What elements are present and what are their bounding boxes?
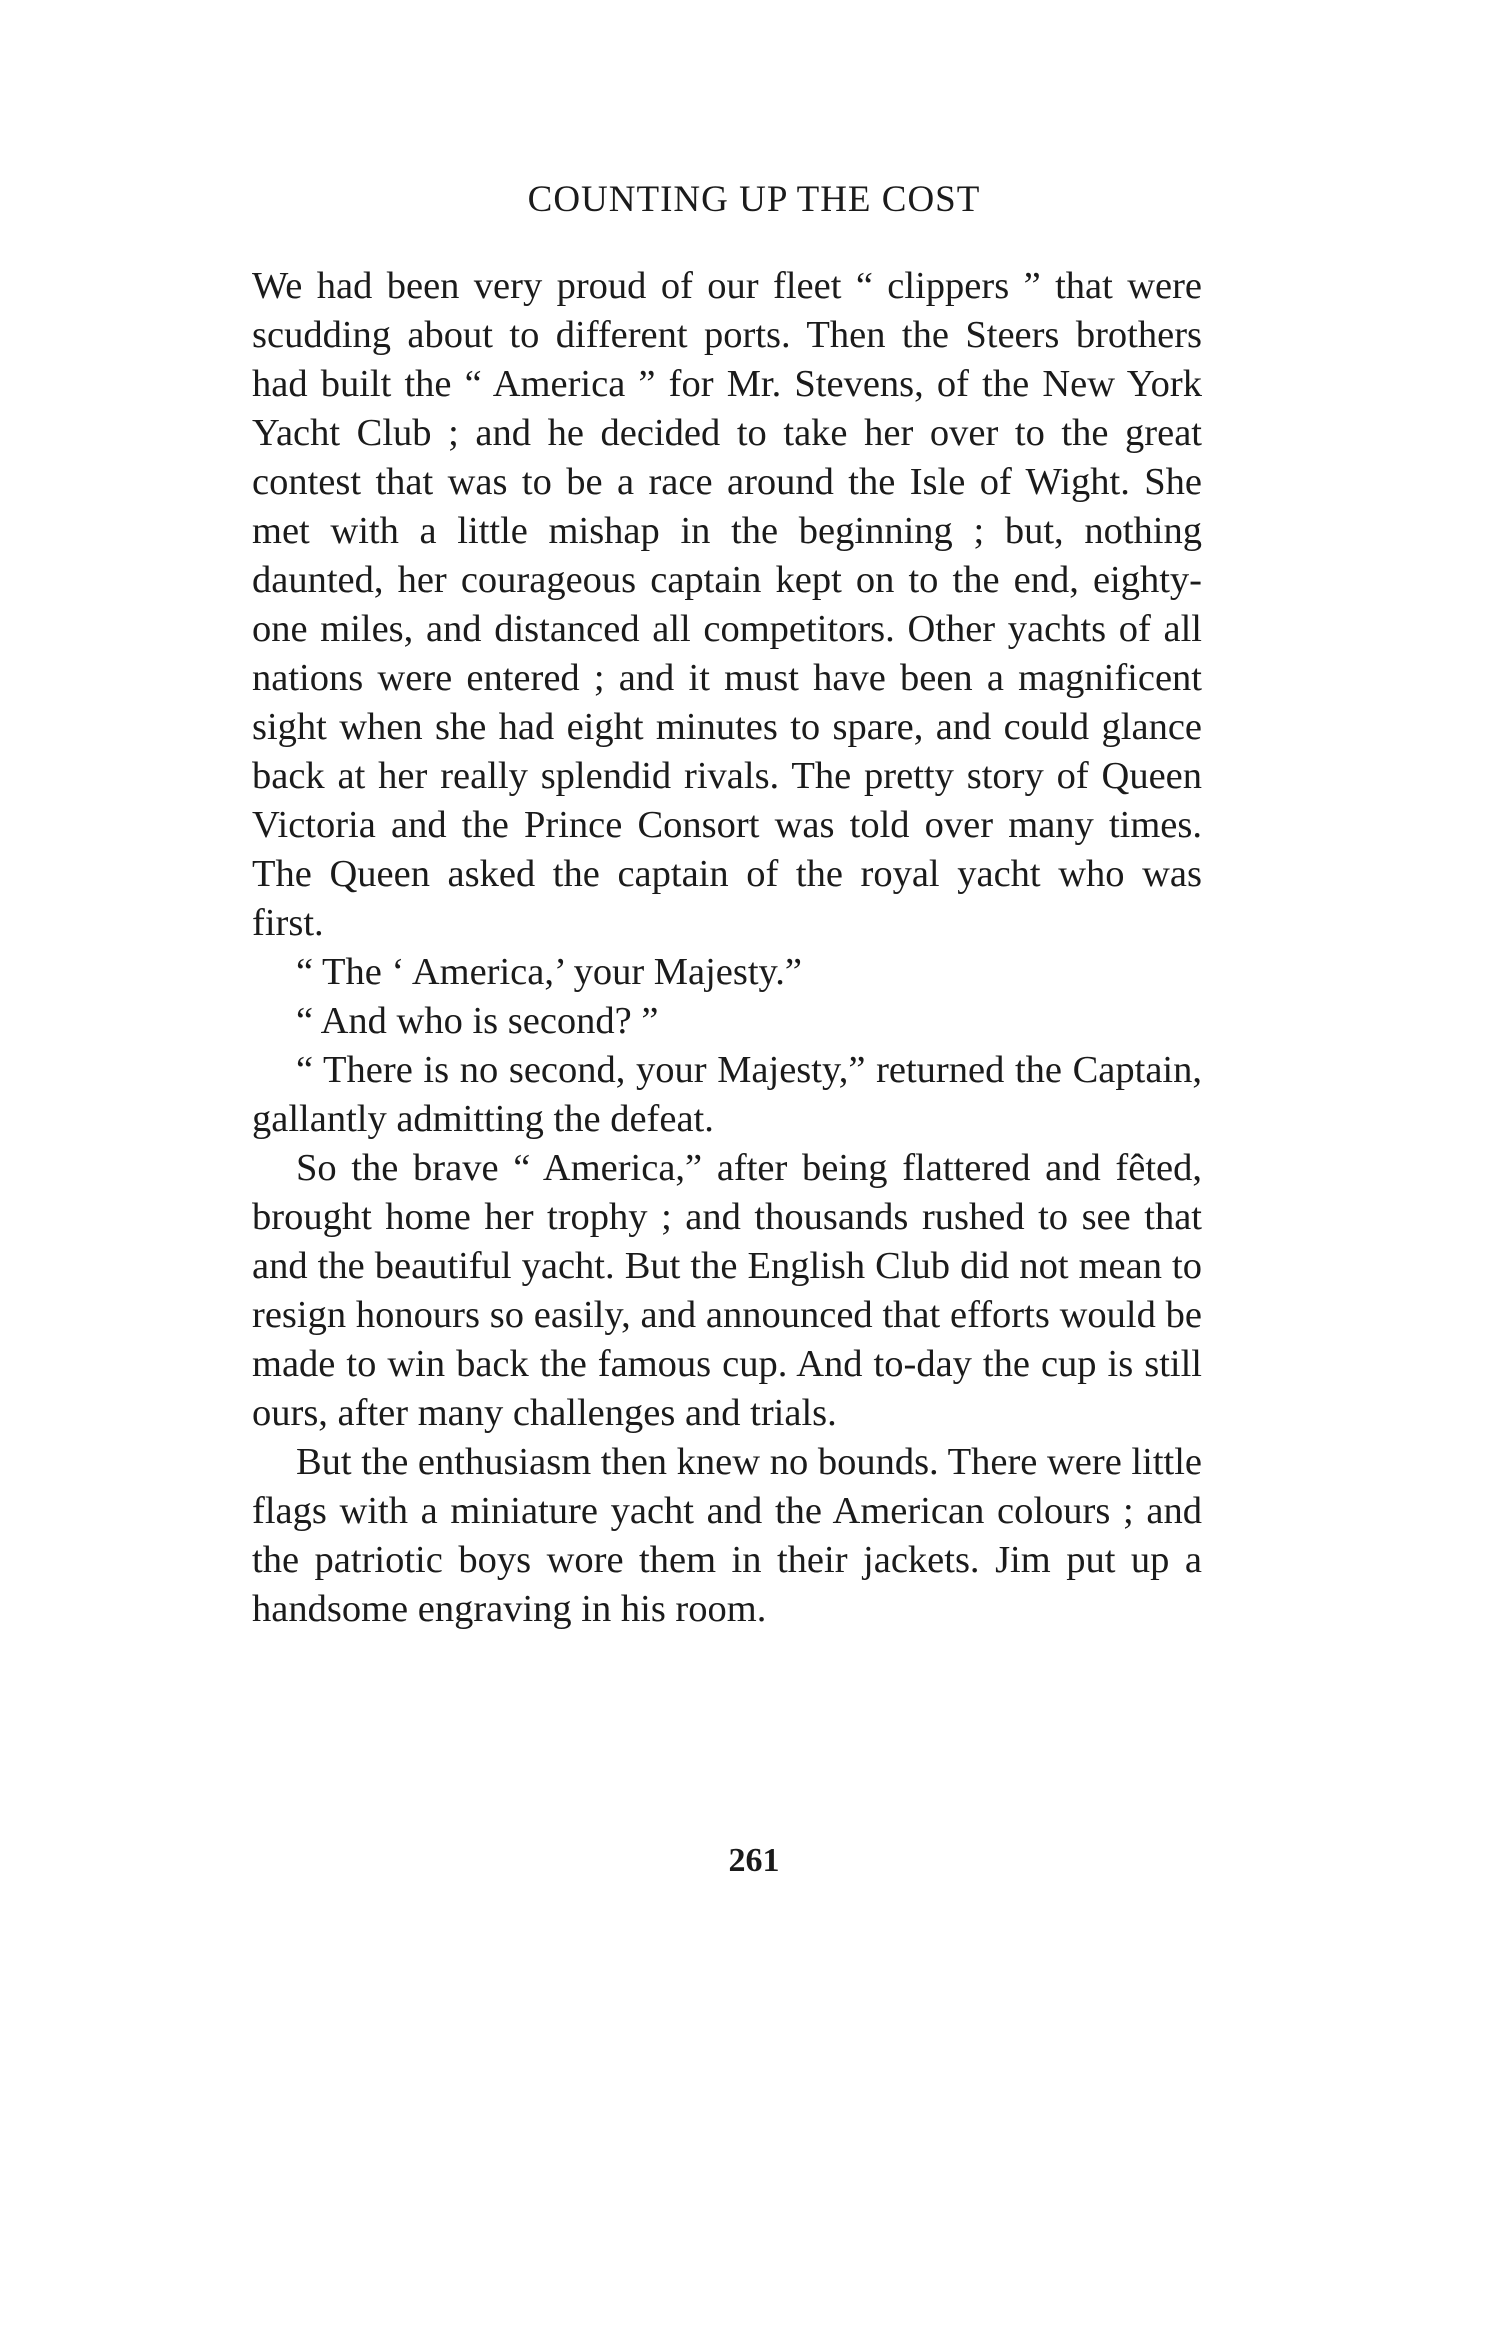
- paragraph: “ The ‘ America,’ your Majesty.”: [296, 951, 803, 993]
- page-number: 261: [728, 1842, 780, 1879]
- paragraph: But the enthusiasm then knew no bounds. There were little flags with a miniature yacht and the American colours ; and the patriotic boys wore them in their jackets. Jim put up a handsome engraving in his room.: [252, 1441, 1202, 1630]
- paragraph: “ And who is second? ”: [296, 1000, 659, 1042]
- paragraph: “ There is no second, your Majesty,” returned the Captain, gallantly admitting the defeat.: [252, 1049, 1202, 1140]
- paragraph: So the brave “ America,” after being flattered and fêted, brought home her trophy ; and thousands rushed to see that and the beautiful yacht. But the English Club did not mean to resign honours so easily, and announced that efforts would be made to win back the famous cup. And to-day the cup is still ours, after many challenges and trials.: [252, 1147, 1202, 1434]
- body-text: [252, 262, 1202, 1634]
- running-head: COUNTING UP THE COST: [527, 179, 981, 220]
- paragraph: We had been very proud of our fleet “ clippers ” that were scudding about to different ports. Then the Steers brothers had built the “ America ” for Mr. Stevens, of the New York Yacht Club ; and he decided to take her over to the great contest that was to be a race around the Isle of Wight. She met with a little mishap in the beginning ; but, nothing daunted, her courageous captain kept on to the end, eighty-one miles, and distanced all competitors. Other yachts of all nations were entered ; and it must have been a magnificent sight when she had eight minutes to spare, and could glance back at her really splendid rivals. The pretty story of Queen Victoria and the Prince Consort was told over many times. The Queen asked the captain of the royal yacht who was first.: [252, 265, 1202, 944]
